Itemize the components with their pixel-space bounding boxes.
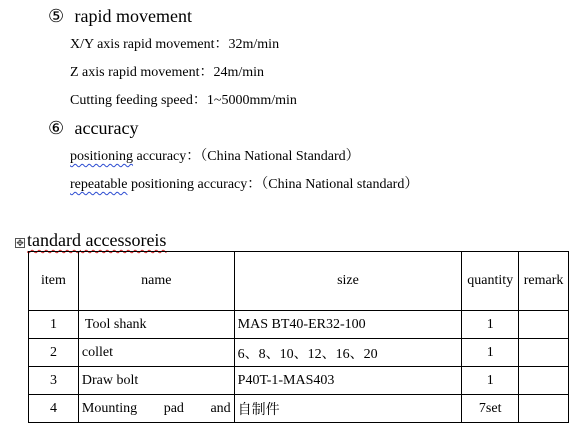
header-size: size [234,252,462,311]
table-row [29,339,569,367]
spec-line-positioning-accuracy [70,148,360,166]
cell-remark [519,339,569,367]
cell-item: 1 [29,311,79,339]
spec-line-repeatable-accuracy [70,176,418,194]
spellcheck-word: repeatable [70,177,128,192]
section-number: ⑤ [48,6,65,26]
cell-name: collet [78,339,234,367]
table-title-first-word: tandard [27,230,81,250]
cell-item: 2 [29,339,79,367]
spec-label: Z axis rapid movement： [70,65,214,80]
cell-quantity: 1 [462,339,519,367]
spec-value: （China National Standard） [200,149,360,164]
spec-value: 1~5000mm/min [206,93,297,108]
spec-line-cutting-feed [70,92,297,110]
cell-quantity: 1 [462,367,519,395]
section-heading-accuracy [48,117,138,139]
table-title-rest: accessoreis [80,230,167,250]
spec-label: accuracy： [133,149,201,164]
accessories-table [28,251,569,423]
section-heading-rapid-movement [48,5,192,27]
spec-value: （China National standard） [261,177,419,192]
cell-quantity: 1 [462,311,519,339]
spec-line-z-rapid [70,64,264,82]
spec-label: X/Y axis rapid movement： [70,37,229,52]
spec-value: 24m/min [213,65,265,80]
cell-size: 6、8、10、12、16、20 [234,339,462,367]
section-title: accuracy [74,118,139,138]
table-header-row [29,252,569,311]
cell-remark [519,395,569,423]
cell-size: 自制件 [234,395,462,423]
cell-quantity: 7set [462,395,519,423]
header-remark: remark [519,252,569,311]
header-quantity: quantity [462,252,519,311]
cell-remark [519,367,569,395]
section-number: ⑥ [48,118,65,138]
cell-item: 4 [29,395,79,423]
spec-label: Cutting feeding speed： [70,93,207,108]
table-row [29,395,569,423]
spec-label: positioning accuracy： [127,177,262,192]
cell-item: 3 [29,367,79,395]
cell-size: MAS BT40-ER32-100 [234,311,462,339]
table-row [29,311,569,339]
spec-line-xy-rapid [70,36,279,54]
cell-name: Draw bolt [78,367,234,395]
table-row [29,367,569,395]
header-name: name [78,252,234,311]
cell-size: P40T-1-MAS403 [234,367,462,395]
cell-name: Tool shank [78,311,234,339]
cell-remark [519,311,569,339]
section-title: rapid movement [74,6,192,26]
cell-name: Mounting pad and [78,395,234,423]
table-title [27,229,166,251]
spellcheck-word: positioning [70,149,134,164]
spec-value: 32m/min [228,37,280,52]
table-move-handle-icon[interactable]: ✥ [16,239,24,249]
header-item: item [29,252,79,311]
